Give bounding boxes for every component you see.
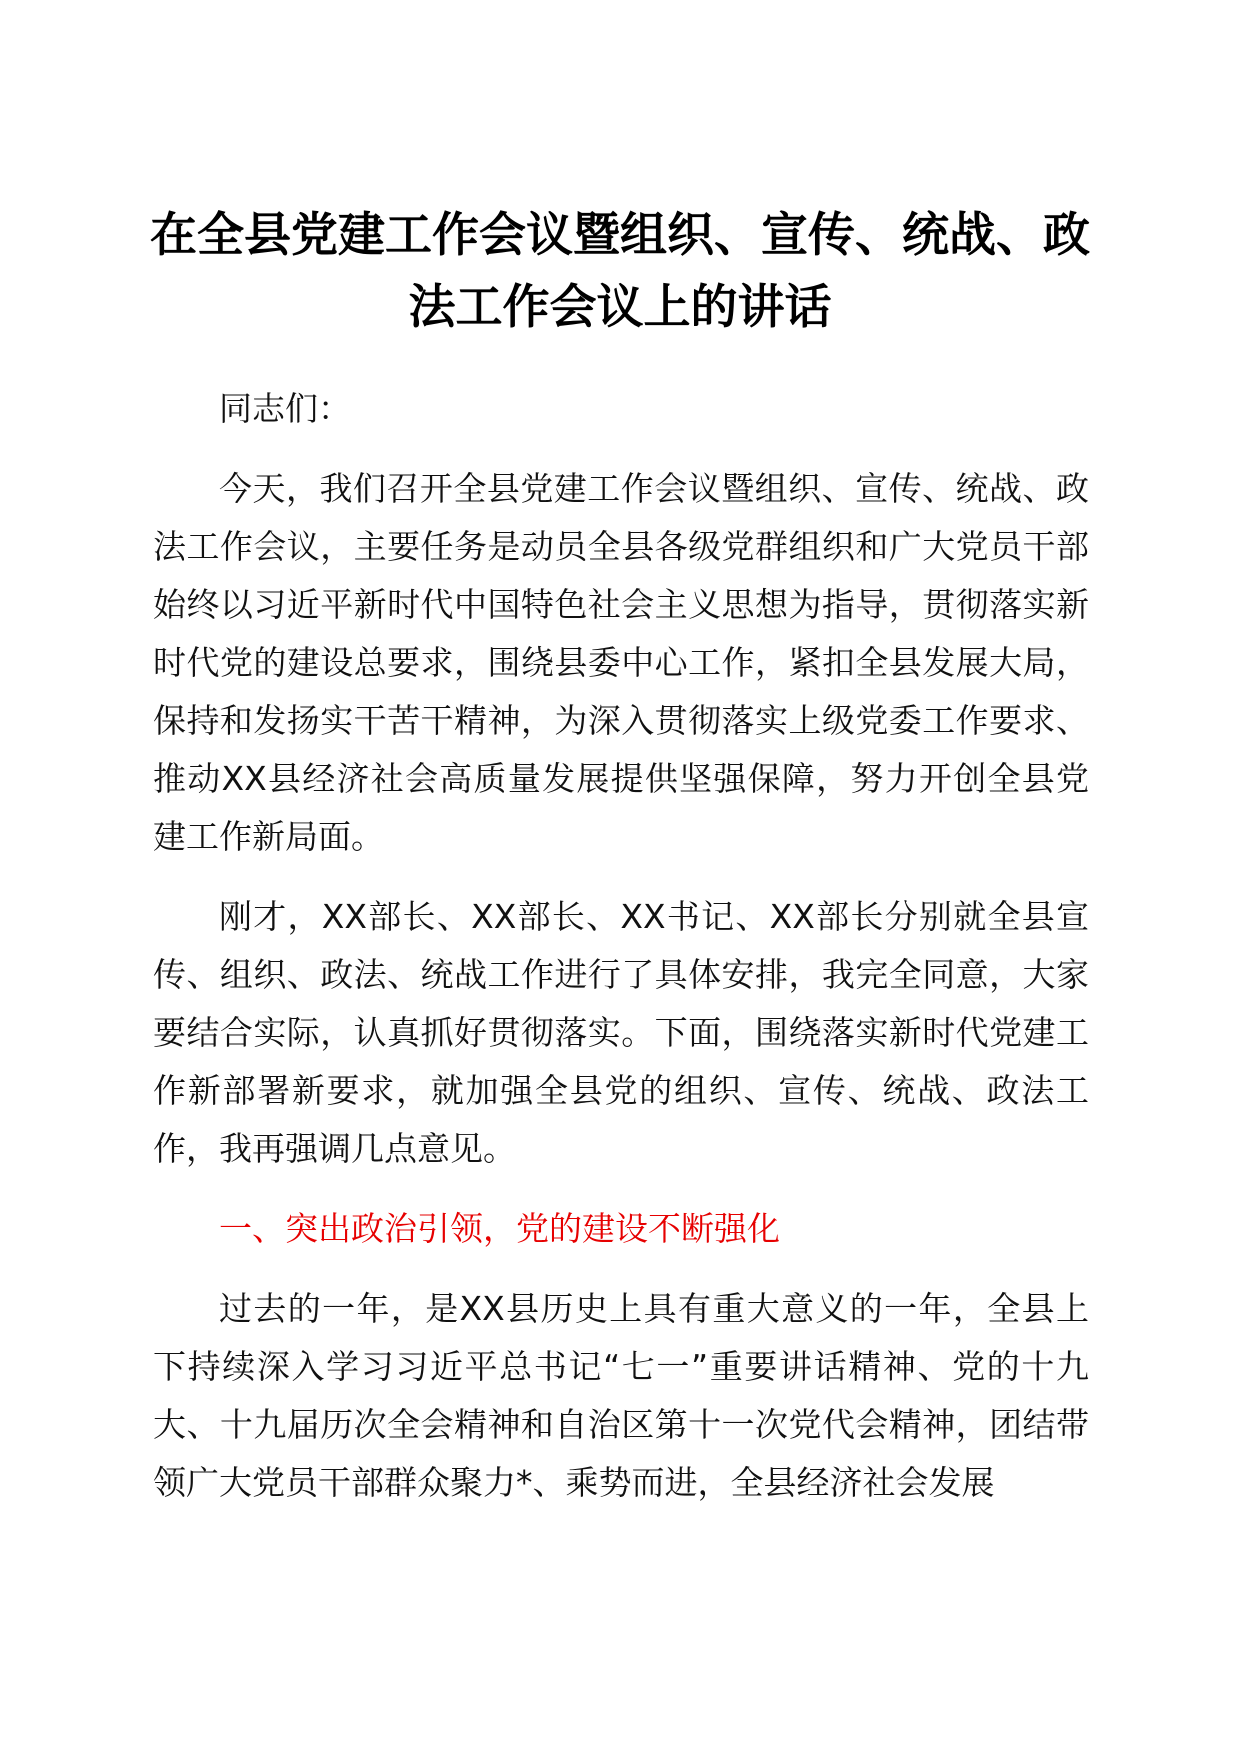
paragraph-arrangement: 刚才，XX部长、XX部长、XX书记、XX部长分别就全县宣传、组织、政法、统战工作进行了具体安排，我完全同意，大家要结合实际，认真抓好贯彻落实。下面，围绕落实新时代党建工作新部署新要求，就加强全县党的组织、宣传、统战、政法工作，我再强调几点意见。	[153, 897, 1089, 1168]
greeting: 同志们：	[219, 389, 351, 428]
paragraph-intro: 今天，我们召开全县党建工作会议暨组织、宣传、统战、政法工作会议，主要任务是动员全县各级党群组织和广大党员干部始终以习近平新时代中国特色社会主义思想为指导，贯彻落实新时代党的建设总要求，围绕县委中心工作，紧扣全县发展大局，保持和发扬实干苦干精神，为深入贯彻落实上级党委工作要求、推动XX县经济社会高质量发展提供坚强保障，努力开创全县党建工作新局面。	[153, 469, 1089, 856]
paragraph-section-1: 过去的一年，是XX县历史上具有重大意义的一年，全县上下持续深入学习习近平总书记“七一”重要讲话精神、党的十九大、十九届历次全会精神和自治区第十一次党代会精神，团结带领广大党员干部群众聚力*、乘势而进，全县经济社会发展	[153, 1289, 1089, 1502]
section-heading: 一、突出政治引领，党的建设不断强化	[219, 1209, 780, 1248]
title-line-2: 法工作会议上的讲话	[408, 280, 832, 335]
page-title	[140, 200, 1100, 344]
title-line-1: 在全县党建工作会议暨组织、宣传、统战、政	[150, 208, 1090, 263]
document-body	[153, 380, 1089, 1534]
